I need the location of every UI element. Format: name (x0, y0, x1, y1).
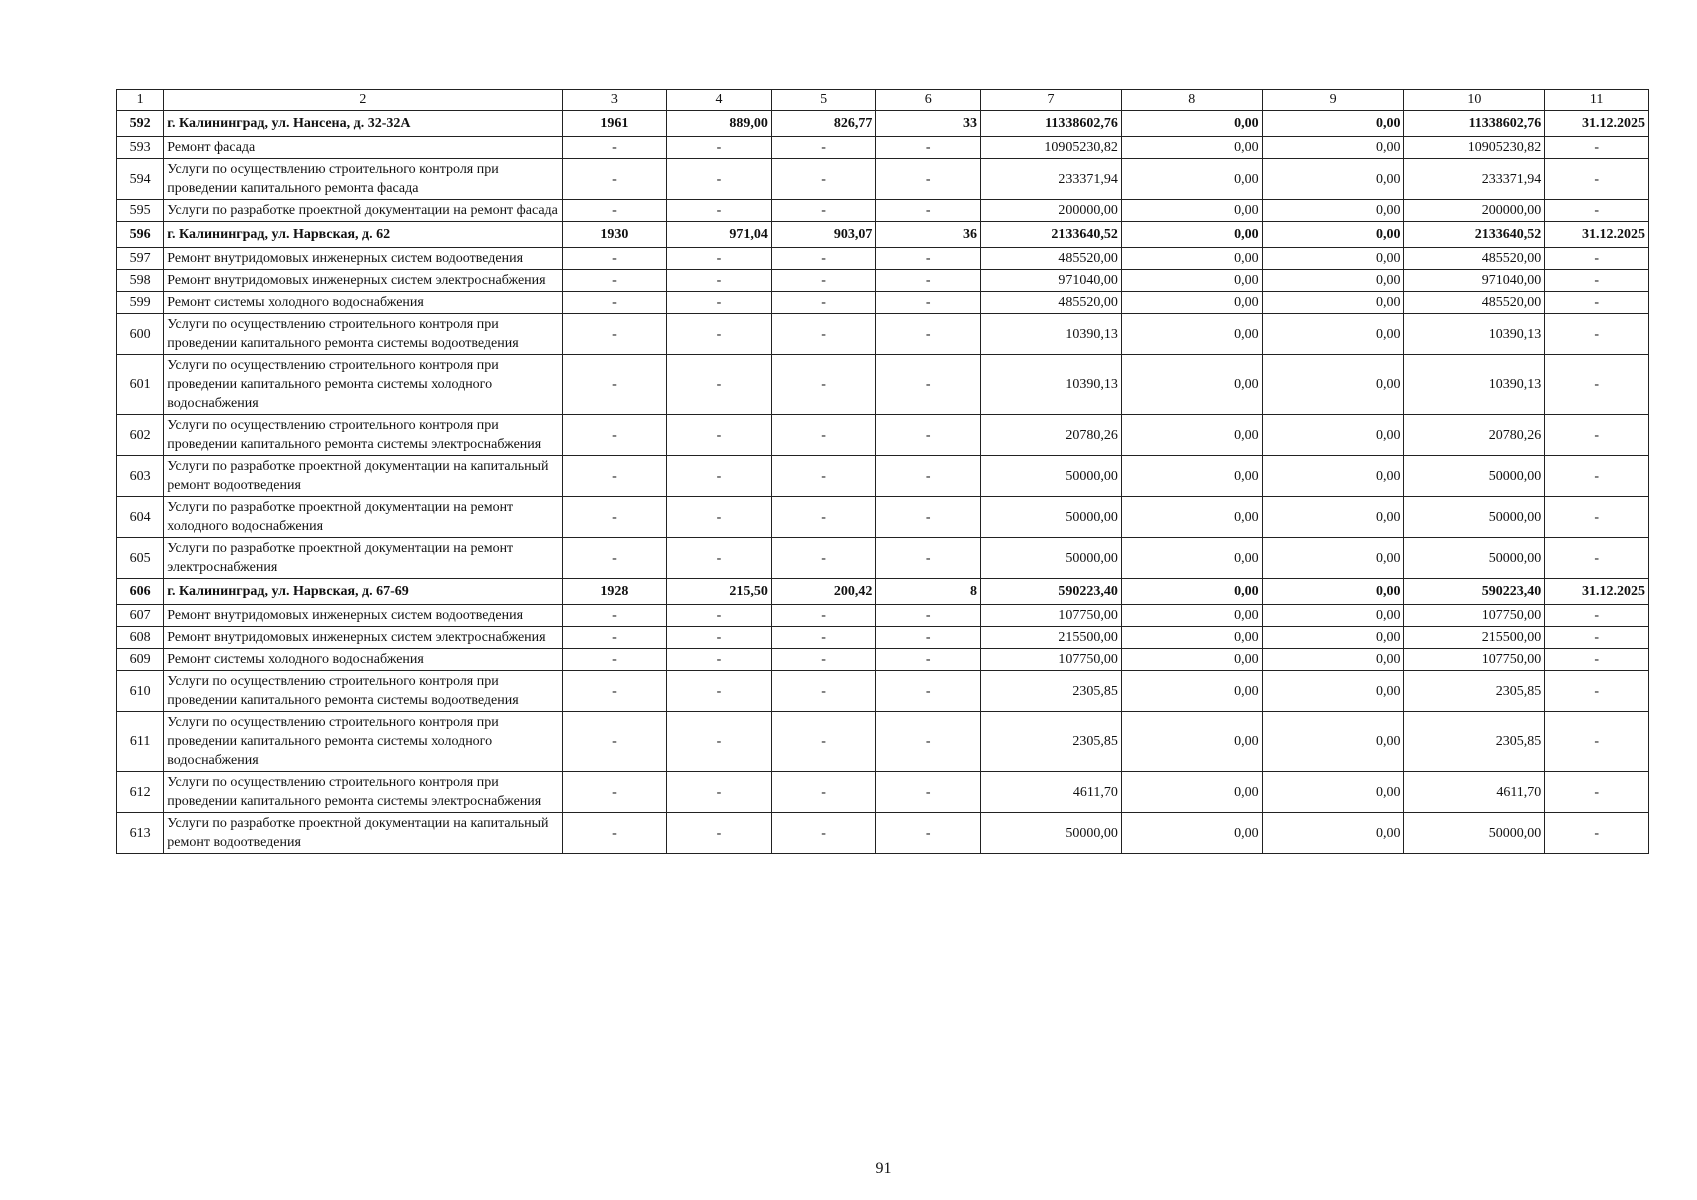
year-cell: - (562, 159, 667, 200)
residents-cell: - (876, 538, 981, 579)
area-living-cell: - (771, 248, 876, 270)
row-number-cell: 602 (117, 415, 164, 456)
deadline-cell: - (1545, 314, 1649, 355)
row-number-cell: 597 (117, 248, 164, 270)
table-body (117, 90, 1649, 854)
regional-cost-cell: 215500,00 (1404, 627, 1545, 649)
area-living-cell: - (771, 605, 876, 627)
fund-a-cell: 0,00 (1121, 137, 1262, 159)
residents-cell: - (876, 200, 981, 222)
regional-cost-cell: 4611,70 (1404, 772, 1545, 813)
row-number-cell: 608 (117, 627, 164, 649)
fund-b-cell: 0,00 (1262, 497, 1404, 538)
row-number-cell: 596 (117, 222, 164, 248)
year-cell: 1961 (562, 111, 667, 137)
row-number-cell: 600 (117, 314, 164, 355)
table-row (117, 712, 1649, 772)
regional-cost-cell: 10390,13 (1404, 314, 1545, 355)
total-cost-cell: 107750,00 (981, 605, 1122, 627)
fund-b-cell: 0,00 (1262, 292, 1404, 314)
year-cell: - (562, 538, 667, 579)
year-cell: - (562, 355, 667, 415)
row-number-cell: 603 (117, 456, 164, 497)
residents-cell: - (876, 355, 981, 415)
regional-cost-cell: 50000,00 (1404, 497, 1545, 538)
fund-a-cell: 0,00 (1121, 813, 1262, 854)
deadline-cell: - (1545, 712, 1649, 772)
deadline-cell: - (1545, 456, 1649, 497)
fund-a-cell: 0,00 (1121, 772, 1262, 813)
total-cost-cell: 215500,00 (981, 627, 1122, 649)
fund-b-cell: 0,00 (1262, 137, 1404, 159)
residents-cell: - (876, 270, 981, 292)
fund-a-cell: 0,00 (1121, 627, 1262, 649)
table-row (117, 159, 1649, 200)
total-cost-cell: 971040,00 (981, 270, 1122, 292)
regional-cost-cell: 20780,26 (1404, 415, 1545, 456)
area-total-cell: - (667, 248, 772, 270)
year-cell: - (562, 137, 667, 159)
fund-a-cell: 0,00 (1121, 671, 1262, 712)
description-cell: Услуги по осуществлению строительного контроля при проведении капитального ремонта фасада (164, 159, 562, 200)
deadline-cell: - (1545, 248, 1649, 270)
area-total-cell: - (667, 270, 772, 292)
table-row (117, 248, 1649, 270)
table-row (117, 270, 1649, 292)
table-row (117, 314, 1649, 355)
column-header-8: 8 (1121, 90, 1262, 111)
page-number: 91 (875, 1160, 892, 1177)
area-living-cell: - (771, 538, 876, 579)
description-cell: Услуги по разработке проектной документации на капитальный ремонт водоотведения (164, 456, 562, 497)
deadline-cell: - (1545, 270, 1649, 292)
area-living-cell: - (771, 159, 876, 200)
fund-a-cell: 0,00 (1121, 355, 1262, 415)
year-cell: - (562, 671, 667, 712)
area-total-cell: - (667, 355, 772, 415)
total-cost-cell: 10390,13 (981, 314, 1122, 355)
year-cell: - (562, 415, 667, 456)
area-total-cell: - (667, 813, 772, 854)
area-total-cell: - (667, 159, 772, 200)
column-header-6: 6 (876, 90, 981, 111)
residents-cell: - (876, 497, 981, 538)
address-row (117, 579, 1649, 605)
total-cost-cell: 485520,00 (981, 292, 1122, 314)
total-cost-cell: 485520,00 (981, 248, 1122, 270)
deadline-cell: 31.12.2025 (1545, 579, 1649, 605)
area-total-cell: - (667, 137, 772, 159)
year-cell: - (562, 292, 667, 314)
total-cost-cell: 50000,00 (981, 456, 1122, 497)
area-living-cell: - (771, 355, 876, 415)
fund-a-cell: 0,00 (1121, 456, 1262, 497)
residents-cell: - (876, 456, 981, 497)
column-number-header-row (117, 90, 1649, 111)
year-cell: - (562, 712, 667, 772)
area-living-cell: - (771, 813, 876, 854)
area-living-cell: - (771, 712, 876, 772)
total-cost-cell: 2133640,52 (981, 222, 1122, 248)
deadline-cell: - (1545, 355, 1649, 415)
area-living-cell: - (771, 627, 876, 649)
total-cost-cell: 20780,26 (981, 415, 1122, 456)
year-cell: - (562, 456, 667, 497)
total-cost-cell: 107750,00 (981, 649, 1122, 671)
description-cell: Услуги по осуществлению строительного контроля при проведении капитального ремонта системы водоотведения (164, 671, 562, 712)
regional-cost-cell: 50000,00 (1404, 456, 1545, 497)
area-total-cell: - (667, 712, 772, 772)
row-number-cell: 605 (117, 538, 164, 579)
address-row (117, 222, 1649, 248)
year-cell: - (562, 314, 667, 355)
description-cell: Ремонт системы холодного водоснабжения (164, 649, 562, 671)
deadline-cell: - (1545, 813, 1649, 854)
regional-cost-cell: 2305,85 (1404, 712, 1545, 772)
area-living-cell: - (771, 292, 876, 314)
deadline-cell: - (1545, 292, 1649, 314)
description-cell: г. Калининград, ул. Нарвская, д. 62 (164, 222, 562, 248)
regional-cost-cell: 200000,00 (1404, 200, 1545, 222)
fund-a-cell: 0,00 (1121, 712, 1262, 772)
column-header-7: 7 (981, 90, 1122, 111)
table-row (117, 415, 1649, 456)
description-cell: Ремонт внутридомовых инженерных систем водоотведения (164, 605, 562, 627)
area-living-cell: 903,07 (771, 222, 876, 248)
regional-cost-cell: 107750,00 (1404, 605, 1545, 627)
deadline-cell: - (1545, 137, 1649, 159)
year-cell: - (562, 772, 667, 813)
area-total-cell: - (667, 649, 772, 671)
area-living-cell: - (771, 137, 876, 159)
residents-cell: 8 (876, 579, 981, 605)
fund-b-cell: 0,00 (1262, 671, 1404, 712)
fund-b-cell: 0,00 (1262, 270, 1404, 292)
total-cost-cell: 200000,00 (981, 200, 1122, 222)
fund-b-cell: 0,00 (1262, 649, 1404, 671)
fund-a-cell: 0,00 (1121, 248, 1262, 270)
row-number-cell: 601 (117, 355, 164, 415)
row-number-cell: 592 (117, 111, 164, 137)
table-row (117, 813, 1649, 854)
area-total-cell: - (667, 200, 772, 222)
area-total-cell: - (667, 605, 772, 627)
fund-b-cell: 0,00 (1262, 538, 1404, 579)
description-cell: Ремонт фасада (164, 137, 562, 159)
column-header-3: 3 (562, 90, 667, 111)
deadline-cell: - (1545, 605, 1649, 627)
total-cost-cell: 10905230,82 (981, 137, 1122, 159)
deadline-cell: - (1545, 415, 1649, 456)
description-cell: Услуги по разработке проектной документации на ремонт фасада (164, 200, 562, 222)
fund-b-cell: 0,00 (1262, 111, 1404, 137)
total-cost-cell: 233371,94 (981, 159, 1122, 200)
total-cost-cell: 4611,70 (981, 772, 1122, 813)
row-number-cell: 594 (117, 159, 164, 200)
column-header-4: 4 (667, 90, 772, 111)
column-header-1: 1 (117, 90, 164, 111)
column-header-9: 9 (1262, 90, 1404, 111)
area-total-cell: - (667, 456, 772, 497)
deadline-cell: 31.12.2025 (1545, 111, 1649, 137)
table-row (117, 355, 1649, 415)
row-number-cell: 612 (117, 772, 164, 813)
residents-cell: - (876, 248, 981, 270)
description-cell: Услуги по разработке проектной документации на ремонт электроснабжения (164, 538, 562, 579)
area-total-cell: - (667, 671, 772, 712)
row-number-cell: 599 (117, 292, 164, 314)
fund-a-cell: 0,00 (1121, 649, 1262, 671)
fund-b-cell: 0,00 (1262, 159, 1404, 200)
regional-cost-cell: 590223,40 (1404, 579, 1545, 605)
description-cell: Ремонт внутридомовых инженерных систем электроснабжения (164, 627, 562, 649)
table-row (117, 497, 1649, 538)
fund-b-cell: 0,00 (1262, 456, 1404, 497)
deadline-cell: - (1545, 497, 1649, 538)
fund-b-cell: 0,00 (1262, 200, 1404, 222)
fund-a-cell: 0,00 (1121, 538, 1262, 579)
regional-cost-cell: 233371,94 (1404, 159, 1545, 200)
description-cell: Услуги по осуществлению строительного контроля при проведении капитального ремонта системы электроснабжения (164, 415, 562, 456)
row-number-cell: 604 (117, 497, 164, 538)
fund-b-cell: 0,00 (1262, 772, 1404, 813)
area-living-cell: - (771, 415, 876, 456)
table-row (117, 671, 1649, 712)
regional-cost-cell: 2133640,52 (1404, 222, 1545, 248)
row-number-cell: 607 (117, 605, 164, 627)
area-living-cell: - (771, 772, 876, 813)
description-cell: Услуги по осуществлению строительного контроля при проведении капитального ремонта системы холодного водоснабжения (164, 712, 562, 772)
column-header-10: 10 (1404, 90, 1545, 111)
regional-cost-cell: 11338602,76 (1404, 111, 1545, 137)
description-cell: Услуги по разработке проектной документации на ремонт холодного водоснабжения (164, 497, 562, 538)
deadline-cell: - (1545, 159, 1649, 200)
fund-b-cell: 0,00 (1262, 605, 1404, 627)
row-number-cell: 609 (117, 649, 164, 671)
fund-b-cell: 0,00 (1262, 415, 1404, 456)
area-living-cell: - (771, 671, 876, 712)
fund-b-cell: 0,00 (1262, 813, 1404, 854)
regional-cost-cell: 10905230,82 (1404, 137, 1545, 159)
row-number-cell: 595 (117, 200, 164, 222)
deadline-cell: - (1545, 627, 1649, 649)
year-cell: - (562, 200, 667, 222)
year-cell: 1930 (562, 222, 667, 248)
capital-repair-table (116, 89, 1649, 854)
residents-cell: - (876, 671, 981, 712)
table-row (117, 605, 1649, 627)
year-cell: - (562, 248, 667, 270)
column-header-2: 2 (164, 90, 562, 111)
fund-b-cell: 0,00 (1262, 314, 1404, 355)
table-row (117, 292, 1649, 314)
regional-cost-cell: 485520,00 (1404, 292, 1545, 314)
description-cell: Услуги по разработке проектной документации на капитальный ремонт водоотведения (164, 813, 562, 854)
year-cell: - (562, 497, 667, 538)
total-cost-cell: 11338602,76 (981, 111, 1122, 137)
residents-cell: - (876, 314, 981, 355)
area-total-cell: - (667, 497, 772, 538)
residents-cell: - (876, 137, 981, 159)
fund-a-cell: 0,00 (1121, 605, 1262, 627)
fund-b-cell: 0,00 (1262, 355, 1404, 415)
description-cell: Услуги по осуществлению строительного контроля при проведении капитального ремонта системы холодного водоснабжения (164, 355, 562, 415)
regional-cost-cell: 2305,85 (1404, 671, 1545, 712)
fund-a-cell: 0,00 (1121, 292, 1262, 314)
description-cell: Услуги по осуществлению строительного контроля при проведении капитального ремонта системы электроснабжения (164, 772, 562, 813)
total-cost-cell: 50000,00 (981, 538, 1122, 579)
row-number-cell: 610 (117, 671, 164, 712)
deadline-cell: 31.12.2025 (1545, 222, 1649, 248)
address-row (117, 111, 1649, 137)
area-total-cell: - (667, 538, 772, 579)
regional-cost-cell: 50000,00 (1404, 538, 1545, 579)
table-row (117, 200, 1649, 222)
table-row (117, 538, 1649, 579)
fund-b-cell: 0,00 (1262, 712, 1404, 772)
area-living-cell: 200,42 (771, 579, 876, 605)
row-number-cell: 606 (117, 579, 164, 605)
row-number-cell: 593 (117, 137, 164, 159)
description-cell: г. Калининград, ул. Нарвская, д. 67-69 (164, 579, 562, 605)
area-total-cell: - (667, 292, 772, 314)
description-cell: Ремонт внутридомовых инженерных систем электроснабжения (164, 270, 562, 292)
fund-a-cell: 0,00 (1121, 111, 1262, 137)
table-row (117, 627, 1649, 649)
deadline-cell: - (1545, 649, 1649, 671)
regional-cost-cell: 971040,00 (1404, 270, 1545, 292)
area-total-cell: - (667, 314, 772, 355)
residents-cell: - (876, 813, 981, 854)
area-living-cell: 826,77 (771, 111, 876, 137)
year-cell: - (562, 649, 667, 671)
table-row (117, 137, 1649, 159)
year-cell: - (562, 270, 667, 292)
fund-a-cell: 0,00 (1121, 497, 1262, 538)
area-living-cell: - (771, 200, 876, 222)
fund-a-cell: 0,00 (1121, 270, 1262, 292)
area-total-cell: 215,50 (667, 579, 772, 605)
year-cell: - (562, 627, 667, 649)
regional-cost-cell: 50000,00 (1404, 813, 1545, 854)
regional-cost-cell: 485520,00 (1404, 248, 1545, 270)
fund-b-cell: 0,00 (1262, 627, 1404, 649)
fund-a-cell: 0,00 (1121, 159, 1262, 200)
fund-b-cell: 0,00 (1262, 248, 1404, 270)
total-cost-cell: 50000,00 (981, 813, 1122, 854)
fund-b-cell: 0,00 (1262, 579, 1404, 605)
deadline-cell: - (1545, 200, 1649, 222)
deadline-cell: - (1545, 538, 1649, 579)
area-living-cell: - (771, 649, 876, 671)
row-number-cell: 613 (117, 813, 164, 854)
row-number-cell: 611 (117, 712, 164, 772)
regional-cost-cell: 10390,13 (1404, 355, 1545, 415)
description-cell: Ремонт системы холодного водоснабжения (164, 292, 562, 314)
description-cell: Ремонт внутридомовых инженерных систем водоотведения (164, 248, 562, 270)
regional-cost-cell: 107750,00 (1404, 649, 1545, 671)
residents-cell: - (876, 292, 981, 314)
deadline-cell: - (1545, 671, 1649, 712)
residents-cell: - (876, 415, 981, 456)
residents-cell: - (876, 627, 981, 649)
area-living-cell: - (771, 497, 876, 538)
table-row (117, 649, 1649, 671)
description-cell: Услуги по осуществлению строительного контроля при проведении капитального ремонта системы водоотведения (164, 314, 562, 355)
column-header-11: 11 (1545, 90, 1649, 111)
description-cell: г. Калининград, ул. Нансена, д. 32-32А (164, 111, 562, 137)
total-cost-cell: 590223,40 (981, 579, 1122, 605)
residents-cell: - (876, 159, 981, 200)
area-total-cell: - (667, 627, 772, 649)
area-living-cell: - (771, 456, 876, 497)
area-total-cell: 971,04 (667, 222, 772, 248)
fund-a-cell: 0,00 (1121, 222, 1262, 248)
residents-cell: - (876, 649, 981, 671)
residents-cell: - (876, 605, 981, 627)
area-total-cell: 889,00 (667, 111, 772, 137)
fund-b-cell: 0,00 (1262, 222, 1404, 248)
table-row (117, 456, 1649, 497)
total-cost-cell: 50000,00 (981, 497, 1122, 538)
table-row (117, 772, 1649, 813)
fund-a-cell: 0,00 (1121, 579, 1262, 605)
area-total-cell: - (667, 415, 772, 456)
residents-cell: 36 (876, 222, 981, 248)
deadline-cell: - (1545, 772, 1649, 813)
total-cost-cell: 2305,85 (981, 712, 1122, 772)
area-total-cell: - (667, 772, 772, 813)
total-cost-cell: 10390,13 (981, 355, 1122, 415)
column-header-5: 5 (771, 90, 876, 111)
row-number-cell: 598 (117, 270, 164, 292)
fund-a-cell: 0,00 (1121, 314, 1262, 355)
year-cell: - (562, 813, 667, 854)
fund-a-cell: 0,00 (1121, 415, 1262, 456)
area-living-cell: - (771, 314, 876, 355)
fund-a-cell: 0,00 (1121, 200, 1262, 222)
residents-cell: - (876, 712, 981, 772)
residents-cell: 33 (876, 111, 981, 137)
year-cell: 1928 (562, 579, 667, 605)
year-cell: - (562, 605, 667, 627)
residents-cell: - (876, 772, 981, 813)
total-cost-cell: 2305,85 (981, 671, 1122, 712)
area-living-cell: - (771, 270, 876, 292)
